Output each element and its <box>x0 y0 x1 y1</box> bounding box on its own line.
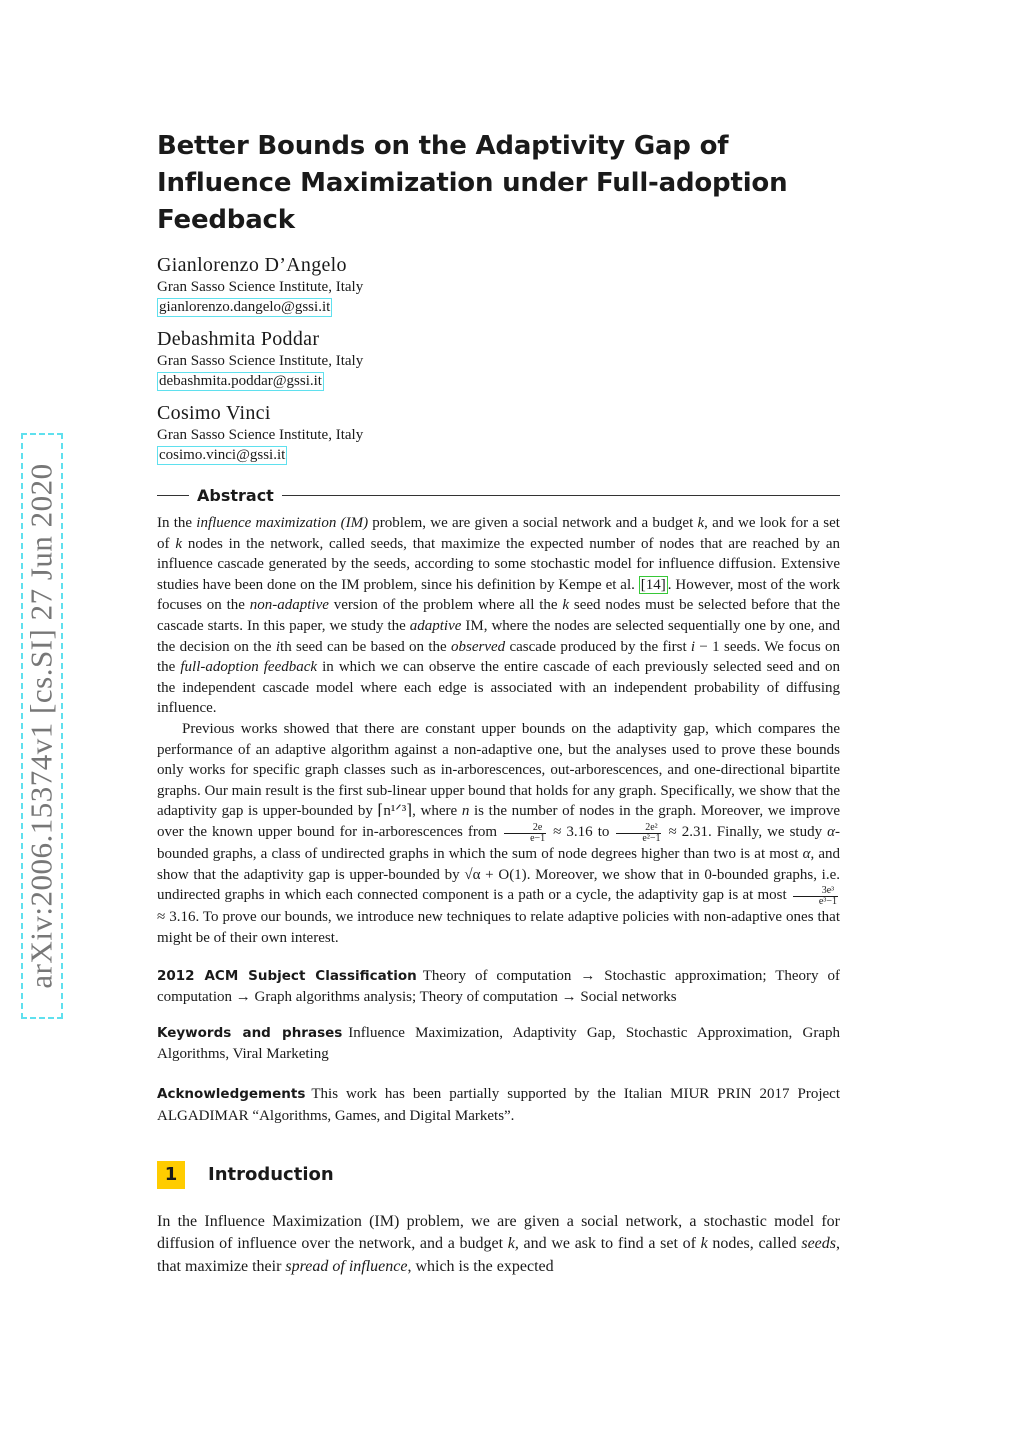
acm-text: Theory of computation → Stochastic approximation; Theory of computation → Graph algorithms analysis; Theory of computation → Social networks <box>157 968 840 1005</box>
section-title: Introduction <box>208 1164 334 1186</box>
paper-page <box>157 128 840 1278</box>
acknowledgements <box>157 1083 840 1127</box>
abstract-paragraph-1: In the influence maximization (IM) problem, we are given a social network and a budget k, and we look for a set of k nodes in the network, called seeds, that maximize the expected number of nodes that are reached by an influence cascade generated by the seeds, according to some stochastic model for influence diffusion. Extensive studies have been done on the IM problem, since his definition by Kempe et al. [14] . However, most of the work focuses on the non-adaptive version of the problem where all the k seed nodes must be selected before that the cascade starts. In this paper, we study the adaptive IM, where the nodes are selected sequentially one by one, and the decision on the ith seed can be based on the observed cascade produced by the first i − 1 seeds. We focus on the full-adoption feedback in which we can observe the entire cascade of each previously selected seed and on the independent cascade model where each edge is associated with an independent probability of diffusing influence. <box>157 515 841 717</box>
author-name: Cosimo Vinci <box>157 402 271 424</box>
abstract-rule-right <box>282 495 840 496</box>
section-number: 1 <box>157 1161 185 1189</box>
acknowledgements-label: Acknowledgements <box>157 1085 306 1102</box>
arxiv-stamp <box>21 433 63 1019</box>
fraction: $\frac{2e}{e-1}$ <box>504 823 546 844</box>
abstract-paragraph-2: Previous works showed that there are constant upper bounds on the adaptivity gap, which compares the performance of an adaptive algorithm against a non-adaptive one, but the analyses used to prove these bounds only works for specific graph classes such as in-arborescences, out-arborescences, and one-directional bipartite graphs. Our main result is the first sub-linear upper bound that holds for any graph. Specifically, we show that the adaptivity gap is upper-bounded by ⌈n¹ᐟ³⌉, where n is the number of nodes in the graph. Moreover, we improve over the known upper bound for in-arborescences from $\frac{2e}{e-1}$ ≈ 3.16 to $\frac{\text{2e²}}{\text{e²−1}}$ ≈ 2.31. Finally, we study α-bounded graphs, a class of undirected graphs in which the sum of node degrees higher than two is at most α, and show that the adaptivity gap is upper-bounded by √α + O(1). Moreover, we show that in 0-bounded graphs, i.e. undirected graphs in which each connected component is a path or a cycle, the adaptivity gap is at most $\frac{\text{3e³}}{\text{e³−1}}$ ≈ 3.16. To prove our bounds, we introduce new techniques to relate adaptive policies with non-adaptive ones that might be of their own interest. <box>157 720 841 946</box>
author-email-link[interactable]: cosimo.vinci@gssi.it <box>159 447 286 463</box>
author-name: Gianlorenzo D’Angelo <box>157 254 347 276</box>
keywords-label: Keywords and phrases <box>157 1025 343 1042</box>
abstract-heading <box>157 485 840 505</box>
paper-title: Better Bounds on the Adaptivity Gap of Influence Maximization under Full-adoption Feedback <box>157 131 788 235</box>
author-affiliation: Gran Sasso Science Institute, Italy <box>157 353 364 369</box>
section-heading <box>157 1161 840 1189</box>
author-list <box>157 253 840 465</box>
author-email-link[interactable]: gianlorenzo.dangelo@gssi.it <box>159 299 331 315</box>
acm-label: 2012 ACM Subject Classification <box>157 968 417 985</box>
author-affiliation: Gran Sasso Science Institute, Italy <box>157 427 364 443</box>
author-email-link[interactable]: debashmita.poddar@gssi.it <box>159 373 322 389</box>
math-cube-root-bound: ⌈n¹ᐟ³⌉ <box>377 803 413 820</box>
acm-classification <box>157 966 840 1007</box>
abstract-rule-left <box>157 495 189 496</box>
author-block <box>157 253 840 317</box>
acknowledgements-text: This work has been partially supported by the Italian MIUR PRIN 2017 Project ALGADIMAR “Algorithms, Games, and Digital Markets”. <box>157 1085 840 1124</box>
author-name: Debashmita Poddar <box>157 328 320 350</box>
keywords-text: Influence Maximization, Adaptivity Gap, Stochastic Approximation, Graph Algorithms, Viral Marketing <box>157 1025 840 1063</box>
author-affiliation: Gran Sasso Science Institute, Italy <box>157 279 364 295</box>
author-block <box>157 327 840 391</box>
arxiv-stamp-text: arXiv:2006.15374v1 [cs.SI] 27 Jun 2020 <box>24 463 60 989</box>
introduction-paragraph: In the Influence Maximization (IM) problem, we are given a social network, a stochastic model for diffusion of influence over the network, and a budget k, and we ask to find a set of k nodes, called seeds, that maximize their spread of influence, which is the expected <box>157 1212 840 1275</box>
citation-link[interactable]: [14] <box>640 576 666 593</box>
abstract-label: Abstract <box>197 485 274 505</box>
fraction: $\frac{\text{2e²}}{\text{e²−1}}$ <box>616 823 661 844</box>
keywords <box>157 1023 840 1064</box>
math-sqrt-bound: √α + O(1) <box>464 866 527 883</box>
author-block <box>157 401 840 465</box>
fraction: $\frac{\text{3e³}}{\text{e³−1}}$ <box>793 886 838 907</box>
